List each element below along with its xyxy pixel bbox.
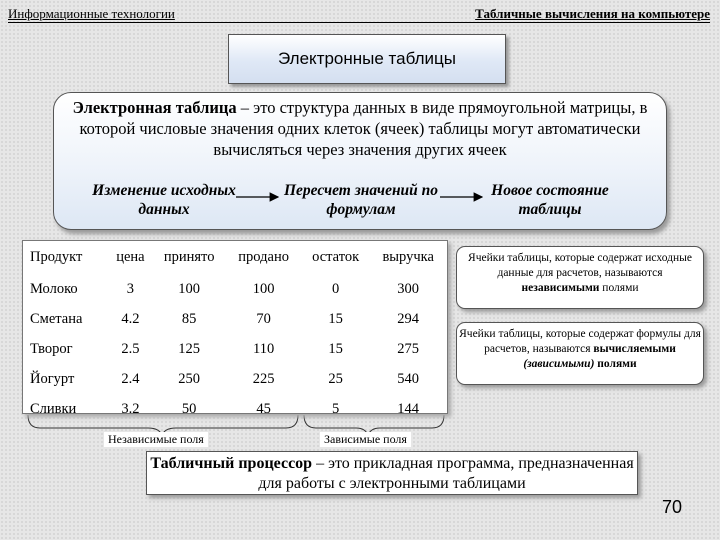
table-cell: 3	[126, 280, 135, 297]
page-number: 70	[661, 497, 682, 517]
table-cell: 275	[397, 340, 420, 357]
data-table	[22, 240, 446, 424]
flow-step-1: Изменение исходных данных	[92, 182, 236, 218]
header-left: Информационные технологии	[8, 6, 175, 21]
table-cell: Сливки	[30, 400, 77, 417]
col-header: цена	[116, 248, 145, 265]
table-cell: Творог	[30, 340, 73, 357]
table-header-row	[22, 240, 446, 274]
table-cell: 45	[256, 400, 271, 417]
table-cell: 100	[178, 280, 201, 297]
note-independent-suffix: полями	[599, 282, 639, 294]
processor-term: Табличный процессор	[150, 455, 313, 472]
note-independent-term: независимыми	[521, 282, 600, 294]
definition-term: Электронная таблица	[72, 98, 237, 117]
table-cell: 2.5	[121, 340, 140, 357]
table-cell: 85	[181, 310, 197, 327]
processor-definition	[146, 451, 638, 495]
table-cell: Сметана	[30, 310, 83, 327]
note-dependent-term: вычисляемыми	[593, 343, 676, 355]
slide-title-text: Электронные таблицы	[278, 49, 456, 68]
note-independent	[456, 246, 704, 309]
col-header: остаток	[312, 248, 360, 265]
flow-step-3: Новое состояние таблицы	[491, 182, 609, 218]
definition-rest: – это структура данных в виде прямоугольной матрицы, в которой числовые значения одних клеток (ячеек) таблицы могут автоматически вычисляться через значения других ячеек	[79, 98, 648, 159]
table-cell: 0	[331, 280, 340, 297]
brace-label-dependent: Зависимые поля	[320, 432, 411, 447]
table-cell: 15	[328, 310, 343, 327]
table-cell: 125	[178, 340, 201, 357]
table-row	[22, 364, 446, 394]
note-independent-prefix: Ячейки таблицы, которые содержат исходные данные для расчетов, называются	[468, 252, 692, 279]
note-dependent-prefix: Ячейки таблицы, которые содержат формулы для расчетов, называются	[459, 328, 701, 355]
col-header: принято	[163, 248, 215, 265]
note-dependent-suffix: полями	[594, 358, 637, 370]
table-row	[22, 394, 446, 424]
note-dependent-term2: (зависимыми)	[523, 358, 595, 370]
table-cell: 3.2	[121, 400, 140, 417]
note-dependent	[456, 322, 704, 385]
table-cell: 4.2	[121, 310, 140, 327]
table-cell: 50	[181, 400, 197, 417]
table-row	[22, 334, 446, 364]
table-cell: 70	[256, 310, 271, 327]
table-cell: 5	[331, 400, 340, 417]
table-cell: 144	[397, 400, 420, 417]
table-cell: 100	[252, 280, 275, 297]
col-header: выручка	[382, 248, 434, 265]
table-cell: 2.4	[121, 370, 140, 387]
flow-step-2: Пересчет значений по формулам	[283, 182, 439, 218]
table-cell: Молоко	[30, 280, 78, 297]
table-row	[22, 304, 446, 334]
header-right: Табличные вычисления на компьютере	[475, 6, 710, 21]
table-cell: 110	[253, 340, 275, 357]
table-cell: 250	[178, 370, 201, 387]
table-cell: 25	[328, 370, 343, 387]
table-cell: 15	[328, 340, 343, 357]
processor-rest: – это прикладная программа, предназначенная для работы с электронными таблицами	[258, 455, 634, 492]
brace-label-independent: Независимые поля	[104, 432, 208, 447]
table-row	[22, 274, 446, 304]
table-cell: 540	[397, 370, 420, 387]
table-cell: 225	[252, 370, 275, 387]
table-cell: Йогурт	[30, 370, 75, 387]
col-header: Продукт	[30, 248, 83, 265]
table-cell: 300	[397, 280, 420, 297]
col-header: продано	[238, 248, 289, 265]
table-cell: 294	[397, 310, 420, 327]
